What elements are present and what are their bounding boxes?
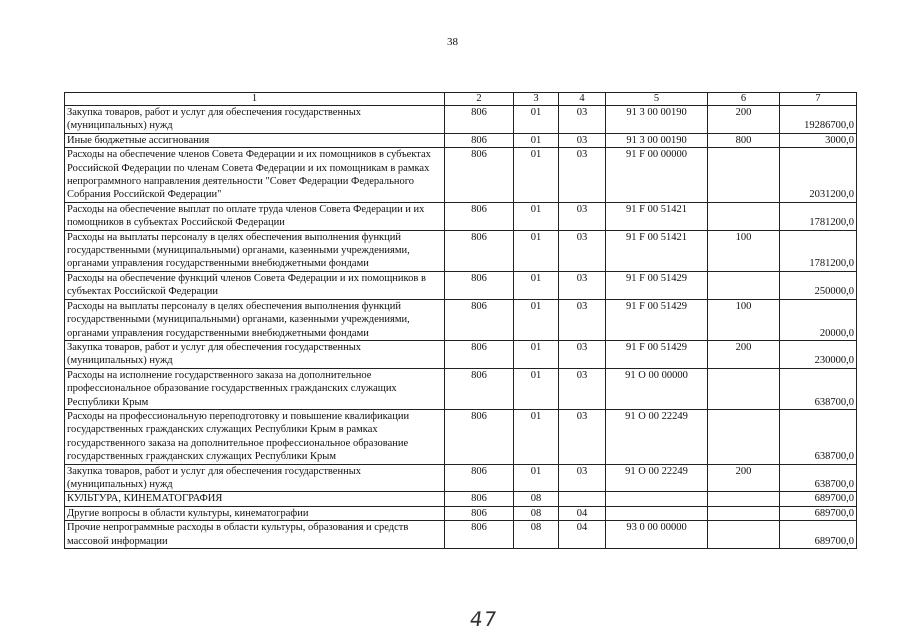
table-row [65, 299, 857, 340]
table-row [65, 271, 857, 299]
row-subsection-cell [559, 492, 606, 506]
row-target-article-cell: 91 3 00 00190 [606, 106, 708, 134]
col-header-4: 4 [559, 93, 606, 106]
row-target-article-cell [606, 506, 708, 520]
row-target-article-cell: 91 F 00 51429 [606, 299, 708, 340]
row-admin-code-cell: 806 [445, 230, 514, 271]
row-name-cell: Расходы на исполнение государственного заказа на дополнительное профессиональное образование государственных гражданских служащих Республики Крым [65, 368, 445, 409]
row-subsection-cell: 03 [559, 106, 606, 134]
row-target-article-cell: 91 F 00 51429 [606, 340, 708, 368]
row-section-cell: 01 [514, 464, 559, 492]
table-body [65, 106, 857, 549]
row-admin-code-cell: 806 [445, 506, 514, 520]
row-target-article-cell: 91 F 00 51429 [606, 271, 708, 299]
table-row [65, 368, 857, 409]
row-name-cell: Закупка товаров, работ и услуг для обеспечения государственных (муниципальных) нужд [65, 106, 445, 134]
row-amount-cell: 3000,0 [780, 133, 857, 147]
row-section-cell: 01 [514, 340, 559, 368]
row-name-cell: Другие вопросы в области культуры, кинематографии [65, 506, 445, 520]
row-subsection-cell: 03 [559, 148, 606, 203]
col-header-1: 1 [65, 93, 445, 106]
row-section-cell: 01 [514, 202, 559, 230]
row-expense-type-cell [708, 521, 780, 549]
table-row [65, 506, 857, 520]
row-name-cell: Расходы на выплаты персоналу в целях обеспечения выполнения функций государственными (муниципальными) органами, казенными учреждениями, органами управления государственными внебюджетными фондами [65, 299, 445, 340]
row-admin-code-cell: 806 [445, 271, 514, 299]
row-subsection-cell: 03 [559, 340, 606, 368]
table-row [65, 409, 857, 464]
row-amount-cell: 638700,0 [780, 409, 857, 464]
row-subsection-cell: 03 [559, 409, 606, 464]
row-section-cell: 01 [514, 133, 559, 147]
row-subsection-cell: 03 [559, 464, 606, 492]
row-name-cell: Прочие непрограммные расходы в области культуры, образования и средств массовой информации [65, 521, 445, 549]
row-name-cell: Расходы на обеспечение выплат по оплате труда членов Совета Федерации и их помощников в субъектах Российской Федерации [65, 202, 445, 230]
row-expense-type-cell: 800 [708, 133, 780, 147]
row-amount-cell: 689700,0 [780, 506, 857, 520]
row-expense-type-cell: 100 [708, 230, 780, 271]
row-expense-type-cell [708, 148, 780, 203]
row-name-cell: КУЛЬТУРА, КИНЕМАТОГРАФИЯ [65, 492, 445, 506]
row-amount-cell: 2031200,0 [780, 148, 857, 203]
row-section-cell: 01 [514, 106, 559, 134]
row-subsection-cell: 03 [559, 230, 606, 271]
row-expense-type-cell [708, 368, 780, 409]
row-name-cell: Расходы на выплаты персоналу в целях обеспечения выполнения функций государственными (муниципальными) органами, казенными учреждениями, органами управления государственными внебюджетными фондами [65, 230, 445, 271]
row-target-article-cell: 91 О 00 22249 [606, 464, 708, 492]
row-amount-cell: 1781200,0 [780, 230, 857, 271]
row-amount-cell: 230000,0 [780, 340, 857, 368]
table-row [65, 133, 857, 147]
row-name-cell: Расходы на обеспечение членов Совета Федерации и их помощников в субъектах Российской Федерации по членам Совета Федерации и их помощникам в рамках непрограммного направления деятельности "Совет Федерации Федерального Собрания Российской Федерации" [65, 148, 445, 203]
row-amount-cell: 19286700,0 [780, 106, 857, 134]
table-row [65, 148, 857, 203]
col-header-6: 6 [708, 93, 780, 106]
row-admin-code-cell: 806 [445, 148, 514, 203]
row-admin-code-cell: 806 [445, 106, 514, 134]
row-expense-type-cell: 200 [708, 106, 780, 134]
col-header-5: 5 [606, 93, 708, 106]
table-row [65, 464, 857, 492]
row-expense-type-cell [708, 271, 780, 299]
row-admin-code-cell: 806 [445, 202, 514, 230]
row-amount-cell: 1781200,0 [780, 202, 857, 230]
row-subsection-cell: 03 [559, 202, 606, 230]
row-section-cell: 01 [514, 299, 559, 340]
row-amount-cell: 20000,0 [780, 299, 857, 340]
table-row [65, 492, 857, 506]
row-admin-code-cell: 806 [445, 368, 514, 409]
row-name-cell: Расходы на профессиональную переподготовку и повышение квалификации государственных гражданских служащих Республики Крым в рамках государственного заказа на дополнительное профессиональное образование государственных гражданских служащих Республики Крым [65, 409, 445, 464]
table-row [65, 230, 857, 271]
header-row [65, 93, 857, 106]
row-subsection-cell: 04 [559, 506, 606, 520]
table-row [65, 340, 857, 368]
row-admin-code-cell: 806 [445, 299, 514, 340]
row-section-cell: 01 [514, 409, 559, 464]
row-target-article-cell [606, 492, 708, 506]
row-section-cell: 01 [514, 230, 559, 271]
row-subsection-cell: 03 [559, 368, 606, 409]
row-amount-cell: 638700,0 [780, 368, 857, 409]
row-expense-type-cell [708, 492, 780, 506]
row-expense-type-cell [708, 506, 780, 520]
row-target-article-cell: 93 0 00 00000 [606, 521, 708, 549]
row-target-article-cell: 91 F 00 00000 [606, 148, 708, 203]
row-name-cell: Расходы на обеспечение функций членов Совета Федерации и их помощников в субъектах Российской Федерации [65, 271, 445, 299]
row-admin-code-cell: 806 [445, 409, 514, 464]
row-section-cell: 08 [514, 506, 559, 520]
row-expense-type-cell [708, 202, 780, 230]
row-subsection-cell: 03 [559, 133, 606, 147]
row-subsection-cell: 03 [559, 271, 606, 299]
budget-table [64, 92, 857, 549]
row-admin-code-cell: 806 [445, 521, 514, 549]
row-amount-cell: 689700,0 [780, 521, 857, 549]
row-expense-type-cell: 100 [708, 299, 780, 340]
row-section-cell: 01 [514, 148, 559, 203]
col-header-2: 2 [445, 93, 514, 106]
row-section-cell: 01 [514, 271, 559, 299]
row-amount-cell: 250000,0 [780, 271, 857, 299]
row-expense-type-cell: 200 [708, 464, 780, 492]
row-name-cell: Закупка товаров, работ и услуг для обеспечения государственных (муниципальных) нужд [65, 340, 445, 368]
row-target-article-cell: 91 О 00 22249 [606, 409, 708, 464]
table-row [65, 202, 857, 230]
row-admin-code-cell: 806 [445, 464, 514, 492]
row-name-cell: Закупка товаров, работ и услуг для обеспечения государственных (муниципальных) нужд [65, 464, 445, 492]
row-target-article-cell: 91 3 00 00190 [606, 133, 708, 147]
row-admin-code-cell: 806 [445, 133, 514, 147]
row-admin-code-cell: 806 [445, 492, 514, 506]
page-number: 38 [447, 36, 458, 48]
row-amount-cell: 638700,0 [780, 464, 857, 492]
row-target-article-cell: 91 О 00 00000 [606, 368, 708, 409]
row-admin-code-cell: 806 [445, 340, 514, 368]
col-header-3: 3 [514, 93, 559, 106]
table-row [65, 106, 857, 134]
row-subsection-cell: 03 [559, 299, 606, 340]
row-section-cell: 08 [514, 492, 559, 506]
col-header-7: 7 [780, 93, 857, 106]
row-subsection-cell: 04 [559, 521, 606, 549]
row-section-cell: 01 [514, 368, 559, 409]
row-section-cell: 08 [514, 521, 559, 549]
handwritten-page-mark: 47 [468, 607, 500, 631]
row-target-article-cell: 91 F 00 51421 [606, 230, 708, 271]
row-target-article-cell: 91 F 00 51421 [606, 202, 708, 230]
row-amount-cell: 689700,0 [780, 492, 857, 506]
row-name-cell: Иные бюджетные ассигнования [65, 133, 445, 147]
row-expense-type-cell [708, 409, 780, 464]
table-row [65, 521, 857, 549]
row-expense-type-cell: 200 [708, 340, 780, 368]
